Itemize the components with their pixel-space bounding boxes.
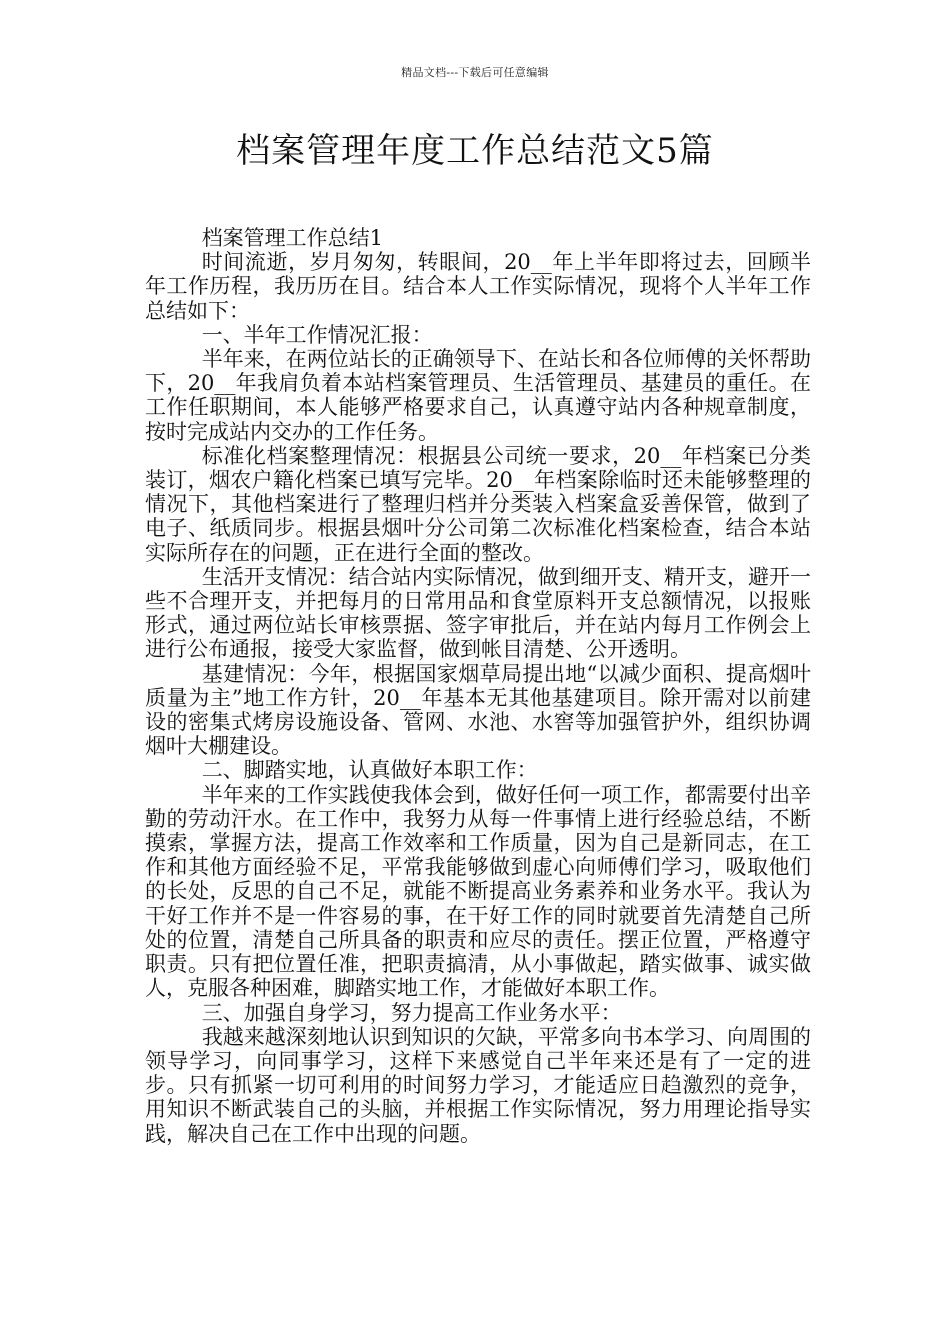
paragraph: 基建情况：今年，根据国家烟草局提出地“以减少面积、提高烟叶质量为主”地工作方针，20__年基本无其他基建项目。除开需对以前建设的密集式烤房设施设备、管网、水池、水窖等加强管护外，组织协调烟叶大棚建设。: [145, 661, 811, 759]
paragraph: 时间流逝，岁月匆匆，转眼间，20__年上半年即将过去，回顾半年工作历程，我历历在目。结合本人工作实际情况，现将个人半年工作总结如下：: [145, 250, 811, 323]
document-body: [145, 226, 811, 1146]
paragraph: 标准化档案整理情况：根据县公司统一要求，20__年档案已分类装订，烟农户籍化档案已填写完毕。20__年档案除临时还未能够整理的情况下，其他档案进行了整理归档并分类装入档案盒妥善保管，做到了电子、纸质同步。根据县烟叶分公司第二次标准化档案检查，结合本站实际所存在的问题，正在进行全面的整改。: [145, 443, 811, 565]
paragraph: 半年来的工作实践使我体会到，做好任何一项工作，都需要付出辛勤的劳动汗水。在工作中，我努力从每一件事情上进行经验总结，不断摸索，掌握方法，提高工作效率和工作质量，因为自己是新同志，在工作和其他方面经验不足，平常我能够做到虚心向师傅们学习，吸取他们的长处，反思的自己不足，就能不断提高业务素养和业务水平。我认为干好工作并不是一件容易的事，在干好工作的同时就要首先清楚自己所处的位置，清楚自己所具备的职责和应尽的责任。摆正位置，严格遵守职责。只有把位置任准，把职责搞清，从小事做起，踏实做事、诚实做人，克服各种困难，脚踏实地工作，才能做好本职工作。: [145, 782, 811, 1001]
paragraph: 生活开支情况：结合站内实际情况，做到细开支、精开支，避开一些不合理开支，并把每月的日常用品和食堂原料开支总额情况，以报账形式，通过两位站长审核票据、签字审批后，并在站内每月工作例会上进行公布通报，接受大家监督，做到帐目清楚、公开透明。: [145, 564, 811, 662]
section-heading: 三、加强自身学习，努力提高工作业务水平：: [201, 1000, 622, 1025]
paragraph: 我越来越深刻地认识到知识的欠缺，平常多向书本学习、向周围的领导学习，向同事学习，这样下来感觉自己半年来还是有了一定的进步。只有抓紧一切可利用的时间努力学习，才能适应日趋激烈的竞争，用知识不断武装自己的头脑，并根据工作实际情况，努力用理论指导实践，解决自己在工作中出现的问题。: [145, 1024, 811, 1146]
section-heading: 一、半年工作情况汇报：: [201, 322, 433, 347]
section-heading: 二、脚踏实地，认真做好本职工作：: [201, 758, 538, 783]
header-note: 精品文档---下载后可任意编辑: [401, 66, 549, 79]
section-title: 档案管理工作总结1: [201, 226, 384, 250]
document-title: 档案管理年度工作总结范文5篇: [236, 131, 714, 171]
paragraph: 半年来，在两位站长的正确领导下、在站长和各位师傅的关怀帮助下，20__年我肩负着本站档案管理员、生活管理员、基建员的重任。在工作任职期间，本人能够严格要求自己，认真遵守站内各种规章制度，按时完成站内交办的工作任务。: [145, 347, 811, 444]
